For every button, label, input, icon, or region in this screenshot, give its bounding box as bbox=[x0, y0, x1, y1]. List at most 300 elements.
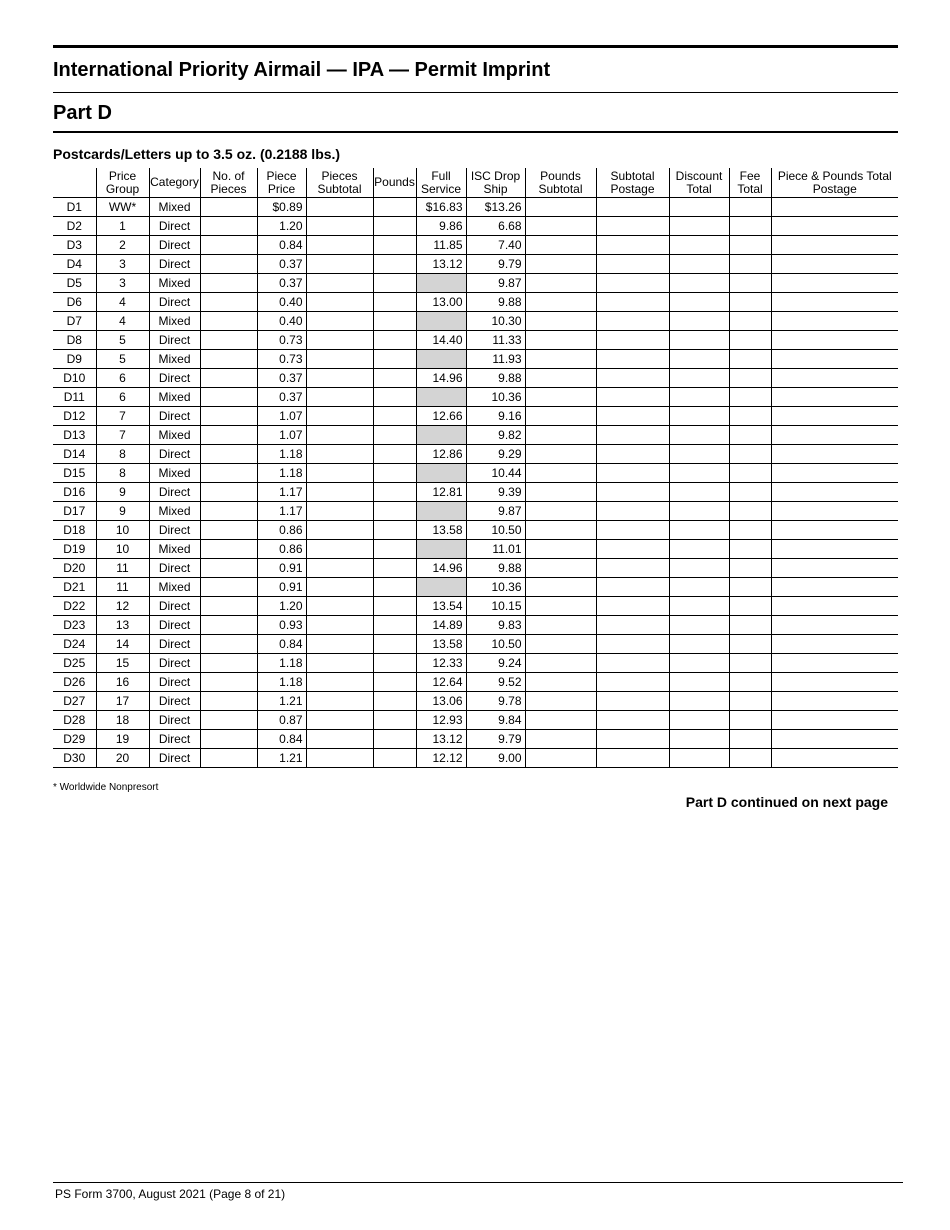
isc-drop-ship-cell: 9.39 bbox=[466, 483, 525, 502]
fee-total-input-cell[interactable] bbox=[729, 217, 771, 236]
pieces-input-cell[interactable] bbox=[200, 350, 257, 369]
discount-total-input-cell[interactable] bbox=[669, 540, 729, 559]
table-row bbox=[53, 692, 898, 711]
discount-total-input-cell[interactable] bbox=[669, 464, 729, 483]
column-header: Fee Total bbox=[729, 168, 771, 198]
category-cell: Direct bbox=[149, 616, 200, 635]
discount-total-input-cell[interactable] bbox=[669, 388, 729, 407]
total-postage-input-cell[interactable] bbox=[771, 483, 898, 502]
pounds-subtotal-input-cell[interactable] bbox=[525, 692, 596, 711]
pounds-subtotal-input-cell[interactable] bbox=[525, 350, 596, 369]
pieces-subtotal-input-cell[interactable] bbox=[306, 426, 373, 445]
discount-total-input-cell[interactable] bbox=[669, 635, 729, 654]
pieces-input-cell[interactable] bbox=[200, 749, 257, 768]
fee-total-input-cell[interactable] bbox=[729, 312, 771, 331]
subtotal-postage-input-cell[interactable] bbox=[596, 369, 669, 388]
pieces-subtotal-input-cell[interactable] bbox=[306, 331, 373, 350]
subtotal-postage-input-cell[interactable] bbox=[596, 426, 669, 445]
fee-total-input-cell[interactable] bbox=[729, 616, 771, 635]
category-cell: Direct bbox=[149, 749, 200, 768]
discount-total-input-cell[interactable] bbox=[669, 198, 729, 217]
total-postage-input-cell[interactable] bbox=[771, 255, 898, 274]
isc-drop-ship-cell: 9.16 bbox=[466, 407, 525, 426]
pounds-subtotal-input-cell[interactable] bbox=[525, 388, 596, 407]
pounds-input-cell[interactable] bbox=[373, 369, 416, 388]
pounds-input-cell[interactable] bbox=[373, 711, 416, 730]
piece-price-cell: 0.73 bbox=[257, 350, 306, 369]
total-postage-input-cell[interactable] bbox=[771, 502, 898, 521]
table-row bbox=[53, 331, 898, 350]
column-header: Pounds bbox=[373, 168, 416, 198]
total-postage-input-cell[interactable] bbox=[771, 540, 898, 559]
pieces-input-cell[interactable] bbox=[200, 407, 257, 426]
discount-total-input-cell[interactable] bbox=[669, 331, 729, 350]
pieces-subtotal-input-cell[interactable] bbox=[306, 597, 373, 616]
discount-total-input-cell[interactable] bbox=[669, 692, 729, 711]
total-postage-input-cell[interactable] bbox=[771, 692, 898, 711]
pieces-input-cell[interactable] bbox=[200, 597, 257, 616]
pounds-input-cell[interactable] bbox=[373, 673, 416, 692]
piece-price-cell: 0.86 bbox=[257, 540, 306, 559]
total-postage-input-cell[interactable] bbox=[771, 635, 898, 654]
pounds-subtotal-input-cell[interactable] bbox=[525, 749, 596, 768]
pieces-input-cell[interactable] bbox=[200, 198, 257, 217]
pounds-input-cell[interactable] bbox=[373, 236, 416, 255]
subtotal-postage-input-cell[interactable] bbox=[596, 521, 669, 540]
subtotal-postage-input-cell[interactable] bbox=[596, 274, 669, 293]
total-postage-input-cell[interactable] bbox=[771, 616, 898, 635]
table-row bbox=[53, 407, 898, 426]
total-postage-input-cell[interactable] bbox=[771, 464, 898, 483]
pounds-input-cell[interactable] bbox=[373, 654, 416, 673]
total-postage-input-cell[interactable] bbox=[771, 426, 898, 445]
fee-total-input-cell[interactable] bbox=[729, 388, 771, 407]
subtotal-postage-input-cell[interactable] bbox=[596, 540, 669, 559]
fee-total-input-cell[interactable] bbox=[729, 483, 771, 502]
pounds-input-cell[interactable] bbox=[373, 312, 416, 331]
subtotal-postage-input-cell[interactable] bbox=[596, 464, 669, 483]
table-row bbox=[53, 293, 898, 312]
discount-total-input-cell[interactable] bbox=[669, 559, 729, 578]
subtotal-postage-input-cell[interactable] bbox=[596, 749, 669, 768]
column-header: Discount Total bbox=[669, 168, 729, 198]
total-postage-input-cell[interactable] bbox=[771, 445, 898, 464]
pounds-input-cell[interactable] bbox=[373, 635, 416, 654]
pounds-subtotal-input-cell[interactable] bbox=[525, 673, 596, 692]
category-cell: Mixed bbox=[149, 198, 200, 217]
pounds-subtotal-input-cell[interactable] bbox=[525, 312, 596, 331]
discount-total-input-cell[interactable] bbox=[669, 673, 729, 692]
pounds-input-cell[interactable] bbox=[373, 692, 416, 711]
discount-total-input-cell[interactable] bbox=[669, 597, 729, 616]
fee-total-input-cell[interactable] bbox=[729, 274, 771, 293]
full-service-cell: 12.81 bbox=[416, 483, 466, 502]
subtotal-postage-input-cell[interactable] bbox=[596, 407, 669, 426]
pieces-input-cell[interactable] bbox=[200, 559, 257, 578]
pieces-input-cell[interactable] bbox=[200, 730, 257, 749]
pieces-input-cell[interactable] bbox=[200, 483, 257, 502]
total-postage-input-cell[interactable] bbox=[771, 711, 898, 730]
line-id-cell: D6 bbox=[53, 293, 96, 312]
category-cell: Direct bbox=[149, 559, 200, 578]
pieces-input-cell[interactable] bbox=[200, 464, 257, 483]
pounds-input-cell[interactable] bbox=[373, 559, 416, 578]
table-row bbox=[53, 654, 898, 673]
pieces-input-cell[interactable] bbox=[200, 293, 257, 312]
pounds-subtotal-input-cell[interactable] bbox=[525, 502, 596, 521]
line-id-cell: D18 bbox=[53, 521, 96, 540]
discount-total-input-cell[interactable] bbox=[669, 616, 729, 635]
pieces-subtotal-input-cell[interactable] bbox=[306, 388, 373, 407]
discount-total-input-cell[interactable] bbox=[669, 293, 729, 312]
category-cell: Direct bbox=[149, 597, 200, 616]
pounds-input-cell[interactable] bbox=[373, 521, 416, 540]
pieces-input-cell[interactable] bbox=[200, 331, 257, 350]
pieces-subtotal-input-cell[interactable] bbox=[306, 483, 373, 502]
full-service-cell: $16.83 bbox=[416, 198, 466, 217]
category-cell: Mixed bbox=[149, 464, 200, 483]
full-service-cell: 13.06 bbox=[416, 692, 466, 711]
total-postage-input-cell[interactable] bbox=[771, 521, 898, 540]
subtotal-postage-input-cell[interactable] bbox=[596, 483, 669, 502]
fee-total-input-cell[interactable] bbox=[729, 749, 771, 768]
pounds-subtotal-input-cell[interactable] bbox=[525, 274, 596, 293]
pounds-input-cell[interactable] bbox=[373, 730, 416, 749]
pieces-subtotal-input-cell[interactable] bbox=[306, 502, 373, 521]
piece-price-cell: 0.37 bbox=[257, 369, 306, 388]
pieces-input-cell[interactable] bbox=[200, 635, 257, 654]
pieces-input-cell[interactable] bbox=[200, 502, 257, 521]
isc-drop-ship-cell: 10.44 bbox=[466, 464, 525, 483]
pieces-input-cell[interactable] bbox=[200, 673, 257, 692]
pounds-subtotal-input-cell[interactable] bbox=[525, 217, 596, 236]
full-service-cell: 12.66 bbox=[416, 407, 466, 426]
fee-total-input-cell[interactable] bbox=[729, 236, 771, 255]
table-row bbox=[53, 521, 898, 540]
pieces-subtotal-input-cell[interactable] bbox=[306, 578, 373, 597]
discount-total-input-cell[interactable] bbox=[669, 407, 729, 426]
discount-total-input-cell[interactable] bbox=[669, 217, 729, 236]
discount-total-input-cell[interactable] bbox=[669, 730, 729, 749]
pounds-input-cell[interactable] bbox=[373, 293, 416, 312]
table-row bbox=[53, 255, 898, 274]
fee-total-input-cell[interactable] bbox=[729, 711, 771, 730]
pieces-subtotal-input-cell[interactable] bbox=[306, 559, 373, 578]
pounds-subtotal-input-cell[interactable] bbox=[525, 198, 596, 217]
pounds-subtotal-input-cell[interactable] bbox=[525, 521, 596, 540]
pieces-subtotal-input-cell[interactable] bbox=[306, 274, 373, 293]
pieces-input-cell[interactable] bbox=[200, 692, 257, 711]
discount-total-input-cell[interactable] bbox=[669, 521, 729, 540]
subtotal-postage-input-cell[interactable] bbox=[596, 388, 669, 407]
subtotal-postage-input-cell[interactable] bbox=[596, 559, 669, 578]
discount-total-input-cell[interactable] bbox=[669, 312, 729, 331]
piece-price-cell: 0.37 bbox=[257, 274, 306, 293]
piece-price-cell: 1.18 bbox=[257, 445, 306, 464]
total-postage-input-cell[interactable] bbox=[771, 388, 898, 407]
pieces-subtotal-input-cell[interactable] bbox=[306, 692, 373, 711]
piece-price-cell: 0.40 bbox=[257, 312, 306, 331]
fee-total-input-cell[interactable] bbox=[729, 559, 771, 578]
discount-total-input-cell[interactable] bbox=[669, 502, 729, 521]
subtotal-postage-input-cell[interactable] bbox=[596, 331, 669, 350]
pounds-input-cell[interactable] bbox=[373, 407, 416, 426]
pounds-subtotal-input-cell[interactable] bbox=[525, 616, 596, 635]
fee-total-input-cell[interactable] bbox=[729, 521, 771, 540]
discount-total-input-cell[interactable] bbox=[669, 445, 729, 464]
pieces-subtotal-input-cell[interactable] bbox=[306, 312, 373, 331]
pounds-input-cell[interactable] bbox=[373, 749, 416, 768]
pieces-input-cell[interactable] bbox=[200, 312, 257, 331]
fee-total-input-cell[interactable] bbox=[729, 654, 771, 673]
pounds-subtotal-input-cell[interactable] bbox=[525, 426, 596, 445]
subtotal-postage-input-cell[interactable] bbox=[596, 445, 669, 464]
pieces-subtotal-input-cell[interactable] bbox=[306, 407, 373, 426]
pounds-subtotal-input-cell[interactable] bbox=[525, 483, 596, 502]
pieces-input-cell[interactable] bbox=[200, 255, 257, 274]
full-service-cell bbox=[416, 350, 466, 369]
total-postage-input-cell[interactable] bbox=[771, 312, 898, 331]
line-id-cell: D1 bbox=[53, 198, 96, 217]
category-cell: Direct bbox=[149, 293, 200, 312]
category-cell: Mixed bbox=[149, 578, 200, 597]
total-postage-input-cell[interactable] bbox=[771, 236, 898, 255]
pieces-subtotal-input-cell[interactable] bbox=[306, 749, 373, 768]
pounds-input-cell[interactable] bbox=[373, 198, 416, 217]
pieces-subtotal-input-cell[interactable] bbox=[306, 369, 373, 388]
pieces-input-cell[interactable] bbox=[200, 236, 257, 255]
subtotal-postage-input-cell[interactable] bbox=[596, 502, 669, 521]
pounds-subtotal-input-cell[interactable] bbox=[525, 445, 596, 464]
discount-total-input-cell[interactable] bbox=[669, 749, 729, 768]
total-postage-input-cell[interactable] bbox=[771, 673, 898, 692]
pounds-input-cell[interactable] bbox=[373, 217, 416, 236]
total-postage-input-cell[interactable] bbox=[771, 293, 898, 312]
pieces-input-cell[interactable] bbox=[200, 445, 257, 464]
pounds-subtotal-input-cell[interactable] bbox=[525, 635, 596, 654]
pieces-subtotal-input-cell[interactable] bbox=[306, 255, 373, 274]
pieces-input-cell[interactable] bbox=[200, 217, 257, 236]
pounds-subtotal-input-cell[interactable] bbox=[525, 331, 596, 350]
isc-drop-ship-cell: 9.84 bbox=[466, 711, 525, 730]
pounds-input-cell[interactable] bbox=[373, 464, 416, 483]
full-service-cell: 13.12 bbox=[416, 255, 466, 274]
pounds-subtotal-input-cell[interactable] bbox=[525, 730, 596, 749]
line-id-cell: D13 bbox=[53, 426, 96, 445]
pounds-subtotal-input-cell[interactable] bbox=[525, 559, 596, 578]
pieces-subtotal-input-cell[interactable] bbox=[306, 654, 373, 673]
fee-total-input-cell[interactable] bbox=[729, 255, 771, 274]
pounds-input-cell[interactable] bbox=[373, 388, 416, 407]
pounds-subtotal-input-cell[interactable] bbox=[525, 369, 596, 388]
total-postage-input-cell[interactable] bbox=[771, 217, 898, 236]
discount-total-input-cell[interactable] bbox=[669, 578, 729, 597]
pieces-subtotal-input-cell[interactable] bbox=[306, 540, 373, 559]
category-cell: Mixed bbox=[149, 502, 200, 521]
pieces-subtotal-input-cell[interactable] bbox=[306, 293, 373, 312]
fee-total-input-cell[interactable] bbox=[729, 597, 771, 616]
pounds-subtotal-input-cell[interactable] bbox=[525, 236, 596, 255]
discount-total-input-cell[interactable] bbox=[669, 255, 729, 274]
fee-total-input-cell[interactable] bbox=[729, 445, 771, 464]
pounds-subtotal-input-cell[interactable] bbox=[525, 654, 596, 673]
fee-total-input-cell[interactable] bbox=[729, 198, 771, 217]
pounds-subtotal-input-cell[interactable] bbox=[525, 255, 596, 274]
subtotal-postage-input-cell[interactable] bbox=[596, 255, 669, 274]
total-postage-input-cell[interactable] bbox=[771, 331, 898, 350]
pieces-input-cell[interactable] bbox=[200, 369, 257, 388]
pounds-subtotal-input-cell[interactable] bbox=[525, 711, 596, 730]
pounds-input-cell[interactable] bbox=[373, 502, 416, 521]
top-rule bbox=[53, 45, 898, 48]
fee-total-input-cell[interactable] bbox=[729, 673, 771, 692]
pieces-subtotal-input-cell[interactable] bbox=[306, 236, 373, 255]
subtotal-postage-input-cell[interactable] bbox=[596, 293, 669, 312]
total-postage-input-cell[interactable] bbox=[771, 369, 898, 388]
total-postage-input-cell[interactable] bbox=[771, 274, 898, 293]
subtotal-postage-input-cell[interactable] bbox=[596, 350, 669, 369]
pieces-input-cell[interactable] bbox=[200, 521, 257, 540]
pounds-input-cell[interactable] bbox=[373, 540, 416, 559]
piece-price-cell: 1.18 bbox=[257, 464, 306, 483]
category-cell: Direct bbox=[149, 255, 200, 274]
total-postage-input-cell[interactable] bbox=[771, 654, 898, 673]
pounds-input-cell[interactable] bbox=[373, 445, 416, 464]
fee-total-input-cell[interactable] bbox=[729, 540, 771, 559]
price-group-cell: 12 bbox=[96, 597, 149, 616]
line-id-cell: D25 bbox=[53, 654, 96, 673]
pieces-input-cell[interactable] bbox=[200, 616, 257, 635]
total-postage-input-cell[interactable] bbox=[771, 730, 898, 749]
pieces-input-cell[interactable] bbox=[200, 426, 257, 445]
discount-total-input-cell[interactable] bbox=[669, 654, 729, 673]
pieces-subtotal-input-cell[interactable] bbox=[306, 521, 373, 540]
subtotal-postage-input-cell[interactable] bbox=[596, 635, 669, 654]
piece-price-cell: 1.17 bbox=[257, 483, 306, 502]
pieces-input-cell[interactable] bbox=[200, 711, 257, 730]
pounds-subtotal-input-cell[interactable] bbox=[525, 293, 596, 312]
fee-total-input-cell[interactable] bbox=[729, 369, 771, 388]
table-row bbox=[53, 312, 898, 331]
pounds-subtotal-input-cell[interactable] bbox=[525, 464, 596, 483]
subtotal-postage-input-cell[interactable] bbox=[596, 654, 669, 673]
pounds-input-cell[interactable] bbox=[373, 483, 416, 502]
discount-total-input-cell[interactable] bbox=[669, 274, 729, 293]
total-postage-input-cell[interactable] bbox=[771, 578, 898, 597]
pieces-input-cell[interactable] bbox=[200, 388, 257, 407]
subtotal-postage-input-cell[interactable] bbox=[596, 673, 669, 692]
pounds-input-cell[interactable] bbox=[373, 350, 416, 369]
discount-total-input-cell[interactable] bbox=[669, 483, 729, 502]
pieces-input-cell[interactable] bbox=[200, 274, 257, 293]
pieces-subtotal-input-cell[interactable] bbox=[306, 730, 373, 749]
piece-price-cell: 1.20 bbox=[257, 597, 306, 616]
pieces-input-cell[interactable] bbox=[200, 654, 257, 673]
fee-total-input-cell[interactable] bbox=[729, 635, 771, 654]
piece-price-cell: 0.91 bbox=[257, 559, 306, 578]
pounds-input-cell[interactable] bbox=[373, 274, 416, 293]
fee-total-input-cell[interactable] bbox=[729, 426, 771, 445]
total-postage-input-cell[interactable] bbox=[771, 559, 898, 578]
line-id-cell: D2 bbox=[53, 217, 96, 236]
subtotal-postage-input-cell[interactable] bbox=[596, 217, 669, 236]
pieces-subtotal-input-cell[interactable] bbox=[306, 464, 373, 483]
pieces-subtotal-input-cell[interactable] bbox=[306, 673, 373, 692]
subtotal-postage-input-cell[interactable] bbox=[596, 312, 669, 331]
discount-total-input-cell[interactable] bbox=[669, 711, 729, 730]
pieces-subtotal-input-cell[interactable] bbox=[306, 217, 373, 236]
column-header: Subtotal Postage bbox=[596, 168, 669, 198]
subtotal-postage-input-cell[interactable] bbox=[596, 198, 669, 217]
discount-total-input-cell[interactable] bbox=[669, 236, 729, 255]
subtotal-postage-input-cell[interactable] bbox=[596, 236, 669, 255]
isc-drop-ship-cell: 11.01 bbox=[466, 540, 525, 559]
pounds-subtotal-input-cell[interactable] bbox=[525, 407, 596, 426]
pounds-input-cell[interactable] bbox=[373, 578, 416, 597]
pounds-subtotal-input-cell[interactable] bbox=[525, 540, 596, 559]
pieces-subtotal-input-cell[interactable] bbox=[306, 616, 373, 635]
pieces-subtotal-input-cell[interactable] bbox=[306, 635, 373, 654]
subtotal-postage-input-cell[interactable] bbox=[596, 692, 669, 711]
fee-total-input-cell[interactable] bbox=[729, 331, 771, 350]
discount-total-input-cell[interactable] bbox=[669, 350, 729, 369]
total-postage-input-cell[interactable] bbox=[771, 407, 898, 426]
pounds-subtotal-input-cell[interactable] bbox=[525, 578, 596, 597]
pieces-subtotal-input-cell[interactable] bbox=[306, 198, 373, 217]
fee-total-input-cell[interactable] bbox=[729, 730, 771, 749]
pounds-subtotal-input-cell[interactable] bbox=[525, 597, 596, 616]
subtotal-postage-input-cell[interactable] bbox=[596, 711, 669, 730]
discount-total-input-cell[interactable] bbox=[669, 426, 729, 445]
total-postage-input-cell[interactable] bbox=[771, 597, 898, 616]
subtotal-postage-input-cell[interactable] bbox=[596, 578, 669, 597]
subtotal-postage-input-cell[interactable] bbox=[596, 616, 669, 635]
pounds-input-cell[interactable] bbox=[373, 255, 416, 274]
fee-total-input-cell[interactable] bbox=[729, 464, 771, 483]
pieces-input-cell[interactable] bbox=[200, 540, 257, 559]
table-row bbox=[53, 616, 898, 635]
fee-total-input-cell[interactable] bbox=[729, 692, 771, 711]
full-service-cell: 12.64 bbox=[416, 673, 466, 692]
total-postage-input-cell[interactable] bbox=[771, 198, 898, 217]
line-id-cell: D28 bbox=[53, 711, 96, 730]
pieces-subtotal-input-cell[interactable] bbox=[306, 445, 373, 464]
pounds-input-cell[interactable] bbox=[373, 597, 416, 616]
fee-total-input-cell[interactable] bbox=[729, 293, 771, 312]
subtotal-postage-input-cell[interactable] bbox=[596, 597, 669, 616]
line-id-cell: D11 bbox=[53, 388, 96, 407]
pounds-input-cell[interactable] bbox=[373, 426, 416, 445]
pounds-input-cell[interactable] bbox=[373, 331, 416, 350]
fee-total-input-cell[interactable] bbox=[729, 350, 771, 369]
pieces-subtotal-input-cell[interactable] bbox=[306, 711, 373, 730]
pieces-subtotal-input-cell[interactable] bbox=[306, 350, 373, 369]
table-row bbox=[53, 673, 898, 692]
pounds-input-cell[interactable] bbox=[373, 616, 416, 635]
piece-price-cell: 1.18 bbox=[257, 673, 306, 692]
discount-total-input-cell[interactable] bbox=[669, 369, 729, 388]
fee-total-input-cell[interactable] bbox=[729, 407, 771, 426]
line-id-cell: D5 bbox=[53, 274, 96, 293]
piece-price-cell: 0.91 bbox=[257, 578, 306, 597]
subtotal-postage-input-cell[interactable] bbox=[596, 730, 669, 749]
total-postage-input-cell[interactable] bbox=[771, 749, 898, 768]
fee-total-input-cell[interactable] bbox=[729, 578, 771, 597]
fee-total-input-cell[interactable] bbox=[729, 502, 771, 521]
isc-drop-ship-cell: 9.88 bbox=[466, 293, 525, 312]
total-postage-input-cell[interactable] bbox=[771, 350, 898, 369]
pieces-input-cell[interactable] bbox=[200, 578, 257, 597]
